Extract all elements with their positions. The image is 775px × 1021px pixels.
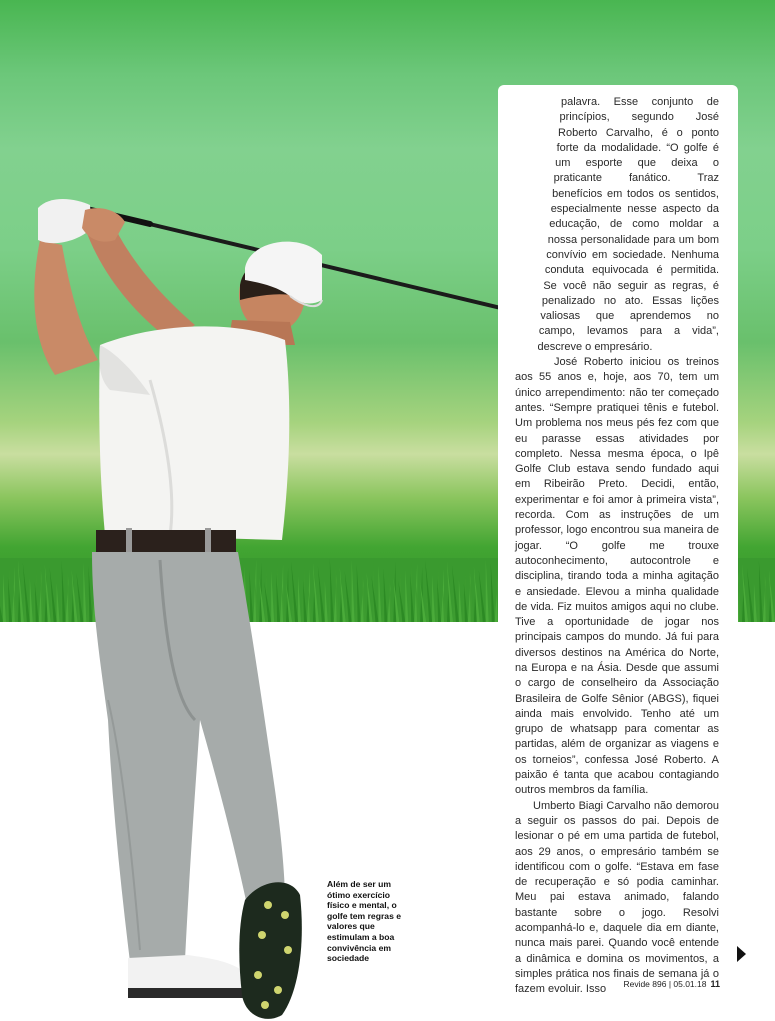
magazine-issue: Revide 896 | 05.01.18 — [623, 979, 707, 989]
article-paragraph: palavra. Esse conjunto de princípios, segundo José Roberto Carvalho, é o ponto forte da modalidade. “O golfe é um esporte que deixa o praticante fanático. Traz benefícios em todos os sentidos, especialmente nesse aspecto da educação, de como moldar a nossa personalidade para um bom convívio em sociedade. Nenhuma conduta equivocada é permitida. Se você não seguir as regras, é penalizado no ato. Essas lições valiosas que aprendemos no campo, levamos para a vida”, descreve o empresário. — [537, 96, 719, 353]
golfer-photo — [0, 180, 560, 1021]
article-body — [515, 95, 719, 998]
page-number: 11 — [710, 979, 720, 989]
article-paragraph: Umberto Biagi Carvalho não demorou a seguir os passos do pai. Depois de lesionar o pé em uma partida de futebol, aos 29 anos, o empresário também se identificou com o golfe. “Estava em fase de recuperação e só podia caminhar. Meu pai estava animado, falando bastante sobre o jogo. Resolvi acompanhá-lo e, daquele dia em diante, nunca mais parei. Quando você entende a dinâmica e domina os movimentos, a simples prática nos finais de semana já o fazem evoluir. Isso — [515, 799, 719, 996]
continue-arrow-icon[interactable] — [737, 946, 746, 962]
photo-caption: Além de ser um ótimo exercício físico e mental, o golfe tem regras e valores que estimulam a boa convivência em sociedade — [327, 879, 402, 964]
article-paragraph: José Roberto iniciou os treinos aos 55 anos e, hoje, aos 70, tem um único arrependimento: não ter começado antes. “Sempre pratiquei tênis e futebol. Um problema nos meus pés fez com que eu parasse essas atividades por completo. Nessa mesma época, o Ipê Golfe Club estava sendo fundado aqui em Ribeirão Preto. Decidi, então, experimentar e foi amor à primeira vista”, recorda. Com as instruções de um professor, logo encontrou sua maneira de jogar. “O golfe me trouxe autoconhecimento, autocontrole e disciplina, tirando toda a minha agitação e ansiedade. Elevou a minha qualidade de vida. Fiz muitos amigos aqui no clube. Tive a oportunidade de jogar nos principais campos do mundo. Já fui para diversos destinos na América do Norte, na Europa e na Ásia. Desde que assumi o cargo de conselheiro da Associação Brasileira de Golfe Sênior (ABGS), fiquei ainda mais envolvido. Tenho até um grupo de whatsapp para comentar as partidas, além de organizar as viagens e os torneios”, confessa José Roberto. A paixão é tanta que acabou contagiando outros membros da família. — [515, 356, 719, 797]
page-footer — [600, 979, 720, 989]
